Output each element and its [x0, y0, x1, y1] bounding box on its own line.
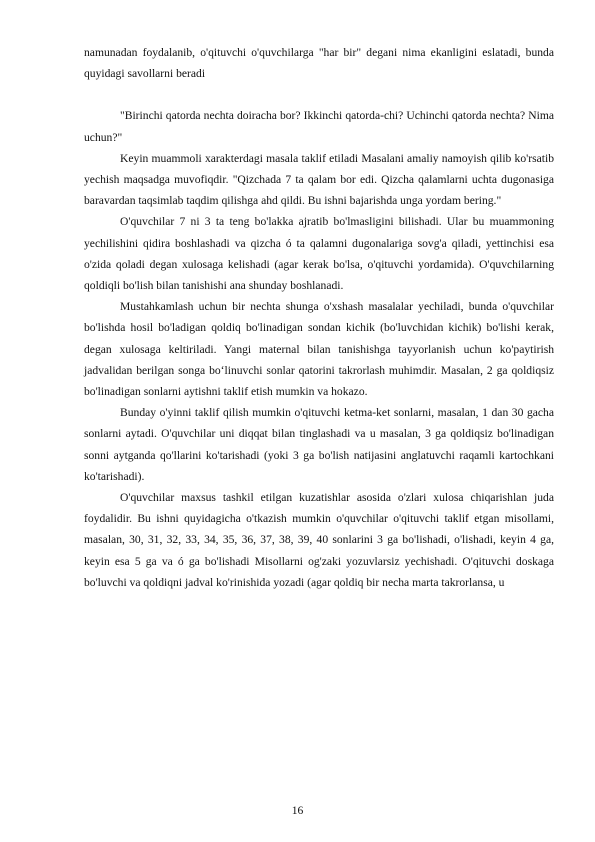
- paragraph-1: namunadan foydalanib, o'qituvchi o'quvchilarga "har bir" degani nima ekanligini eslatadi, bunda quyidagi savollarni beradi: [84, 46, 554, 81]
- page-number: 16: [291, 804, 304, 817]
- paragraph-spacer: [84, 84, 554, 105]
- paragraph-2: "Birinchi qatorda nechta doiracha bor? Ikkinchi qatorda-chi? Uchinchi qatorda nechta? Nima uchun?": [84, 109, 554, 144]
- paragraph-5: Mustahkamlash uchun bir nechta shunga o'xshash masalalar yechiladi, bunda o'quvchilar bo'lishda hosil bo'ladigan qoldiq bo'linadigan sondan kichik (bo'luvchidan kichik) bo'lishi kerak, degan xulosaga keltiriladi. Yangi maternal bilan tanishishga tayyorlanish uchun ko'paytirish jadvalidan berilgan songa bo‘linuvchi sonlar qatorini takrorlash muhimdir. Masalan, 2 ga qoldiqsiz bo'linadigan sonlarni aytishni taklif etish mumkin va hokazo.: [84, 300, 554, 399]
- paragraph-4: O'quvchilar 7 ni 3 ta teng bo'lakka ajratib bo'lmasligini bilishadi. Ular bu muammoning yechilishini qidira boshlashadi va qizcha ó ta qalamni dugonalariga sovg'a qiladi, yettinchisi esa o'zida qoladi degan xulosaga kelishadi (agar kerak bo'lsa, o'qituvchi yordamida). O'quvchilarning qoldiqli bo'lish bilan tanishishi ana shunday boshlanadi.: [84, 215, 554, 293]
- paragraph-6: Bunday o'yinni taklif qilish mumkin o'qituvchi ketma-ket sonlarni, masalan, 1 dan 30 gacha sonlarni aytadi. O'quvchilar uni diqqat bilan tinglashadi va u masalan, 3 ga qoldiqsiz bo'linadigan sonni aytganda qo'llarini ko'tarishadi (yoki 3 ga bo'lish natijasini anglatuvchi raqamli kartochkani ko'tarishadi).: [84, 406, 554, 483]
- document-page: [84, 42, 554, 593]
- paragraph-3: Keyin muammoli xarakterdagi masala taklif etiladi Masalani amaliy namoyish qilib ko'rsatib yechish maqsadga muvofiqdir. "Qizchada 7 ta qalam bor edi. Qizcha qalamlarni uchta dugonasiga baravardan taqsimlab taqdim qilishga ahd qildi. Bu ishni bajarishda unga yordam bering.": [84, 151, 554, 208]
- paragraph-7: O'quvchilar maxsus tashkil etilgan kuzatishlar asosida o'zlari xulosa chiqarishlan juda foydalidir. Bu ishni quyidagicha o'tkazish mumkin o'quvchilar o'qituvchi taklif etgan misollami, masalan, 30, 31, 32, 33, 34, 35, 36, 37, 38, 39, 40 sonlarini 3 ga bo'lishadi, o'lishadi, keyin 4 ga, keyin esa 5 ga va ó ga bo'lishadi Misollarni og'zaki yozuvlarsiz yechishadi. O'qituvchi doskaga bo'luvchi va qoldiqni jadval ko'rinishida yozadi (agar qoldiq bir necha marta takrorlansa, u: [84, 491, 554, 589]
